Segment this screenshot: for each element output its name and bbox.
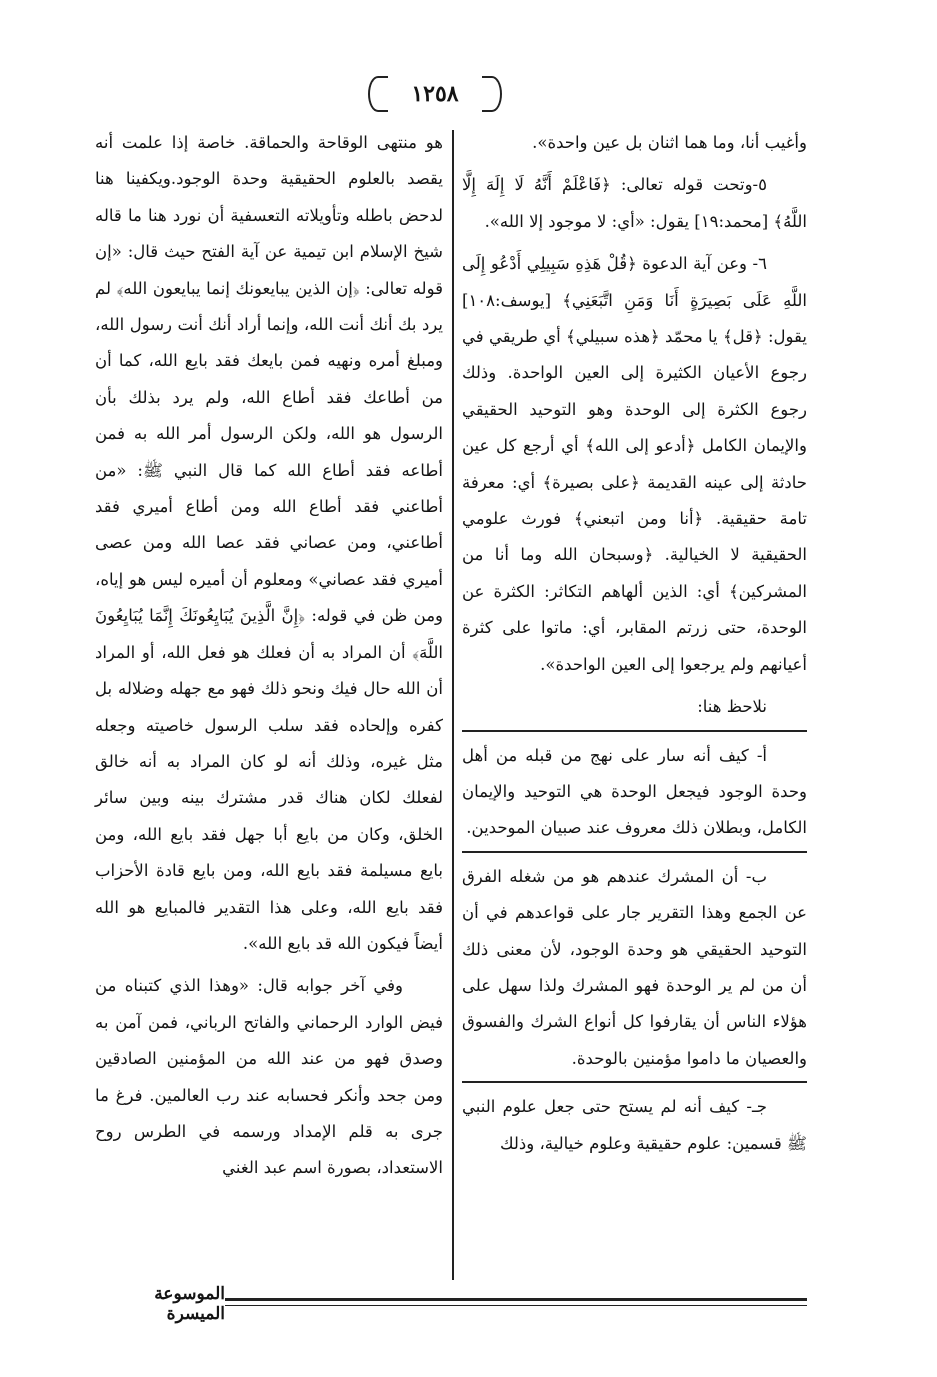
section-divider	[462, 851, 807, 853]
page-number: ١٢٥٨	[360, 72, 510, 116]
paragraph: وفي آخر جوابه قال: «وهذا الذي كتبناه من فيض الوارد الرحماني والفاتح الرباني، فمن آمن به وصدق فهو من عند الله من المؤمنين الصادقين ومن جحد وأنكر فحسابه عند رب العالمين. فرغ ما جرى به قلم الإمداد ورسمه في الطرس روح الاستعداد، بصورة اسم عبد الغني	[95, 976, 443, 1178]
column-divider	[452, 130, 454, 1280]
paragraph: نلاحظ هنا:	[697, 697, 767, 717]
paragraph: هو منتهى الوقاحة والحماقة. خاصة إذا علمت أنه يقصد بالعلوم الحقيقية وحدة الوجود.ويكفينا هنا لدحض باطله وتأويلاته التعسفية أن نورد هنا ما قاله شيخ الإسلام ابن تيمية عن آية الفتح حيث قال: «إن قوله تعالى: ﴿إن الذين يبايعونك إنما يبايعون الله﴾ لم يرد بك أنك أنت الله، وإنما أراد أنك أنت رسول الله، ومبلغ أمره ونهيه فمن بايعك فقد بايع الله، كما أن من أطاعك فقد أطاع الله، ولم يرد بذلك بأن الرسول هو الله، ولكن الرسول أمر الله به فمن أطاعه فقد أطاع الله كما قال النبي ﷺ: «من أطاعني فقد أطاع الله ومن أطاع أميري فقد أطاعني، ومن عصاني فقد عصا الله ومن عصى أميري فقد عصاني» ومعلوم أن أميره ليس هو إياه، ومن ظن في قوله: ﴿إِنَّ الَّذِينَ يُبَايِعُونَكَ إِنَّمَا يُبَايِعُونَ اللَّهَ﴾ أن المراد به أن فعلك هو فعل الله، أو المراد أن الله حال فيك ونحو ذلك فهو مع جهله وضلاله بل كفره وإلحاده فقد سلب الرسول خاصيته وجعله مثل غيره، وذلك أنه لو كان المراد به أنه خالق لفعلك لكان هناك قدر مشترك بينه وبين سائر الخلق، وكان من بايع أبا جهل فقد بايع الله، ومن بايع مسيلمة فقد بايع الله، ومن بايع قادة الأحزاب فقد بايع الله، وعلى هذا التقدير فالمبايع هو الله أيضاً فيكون الله قد بايع الله».	[95, 133, 443, 953]
section-divider	[462, 730, 807, 732]
footer-rule	[225, 1298, 807, 1301]
footer-rule-thin	[225, 1305, 807, 1306]
paragraph: ٥-وتحت قوله تعالى: ﴿فَاعْلَمْ أَنَّهُ لَا إِلَهَ إِلَّا اللَّهُ﴾ [محمد:١٩] يقول: «أي: لا موجود إلا الله».	[462, 175, 807, 231]
paragraph: ٦- وعن آية الدعوة ﴿قُلْ هَذِهِ سَبِيلِي أَدْعُو إِلَى اللَّهِ عَلَى بَصِيرَةٍ أَنَا وَمَنِ اتَّبَعَنِي﴾ [يوسف:١٠٨] يقول: ﴿قل﴾ يا محمّد ﴿هذه سبيلي﴾ أي طريقي في رجوع الأعيان الكثيرة إلى العين الواحدة. وذلك رجوع الكثرة إلى الوحدة وهو التوحيد الحقيقي والإيمان الكامل ﴿أدعو إلى الله﴾ أي أرجع كل عين حادثة إلى عينه القديمة ﴿على بصيرة﴾ أي: معرفة تامة حقيقية. ﴿أنا ومن اتبعني﴾ فورث علومي الحقيقية لا الخيالية. ﴿وسبحان الله وما أنا من المشركين﴾ أي: الذين ألهاهم التكاثر: الكثرة عن الوحدة، حتى زرتم المقابر، أي: ماتوا على كثرة أعيانهم ولم يرجعوا إلى العين الواحدة».	[462, 254, 807, 674]
paragraph: أ- كيف أنه سار على نهج من قبله من أهل وحدة الوجود فيجعل الوحدة هي التوحيد والإيمان الكامل، وبطلان ذلك معروف عند صبيان الموحدين.	[462, 745, 807, 838]
left-column	[95, 125, 443, 1187]
right-column	[462, 125, 807, 1162]
paragraph: جـ- كيف أنه لم يستح حتى جعل علوم النبي ﷺ قسمين: علوم حقيقية وعلوم خيالية، وذلك	[462, 1097, 807, 1153]
paragraph: وأغيب أنا، وما هما اثنان بل عين واحدة».	[532, 133, 807, 152]
paragraph: ب- أن المشرك عندهم هو من شغله الفرق عن الجمع وهذا التقرير جار على قواعدهم في أن التوحيد الحقيقي هو وحدة الوجود، لأن معنى ذلك أن من لم ير الوحدة فهو المشرك ولذا سهل على هؤلاء الناس أن يقارفوا كل أنواع الشرك والفسوق والعصيان ما داموا مؤمنين بالوحدة.	[462, 866, 807, 1068]
footer-title: الموسوعة الميسرة	[154, 1284, 225, 1324]
section-divider	[462, 1081, 807, 1083]
